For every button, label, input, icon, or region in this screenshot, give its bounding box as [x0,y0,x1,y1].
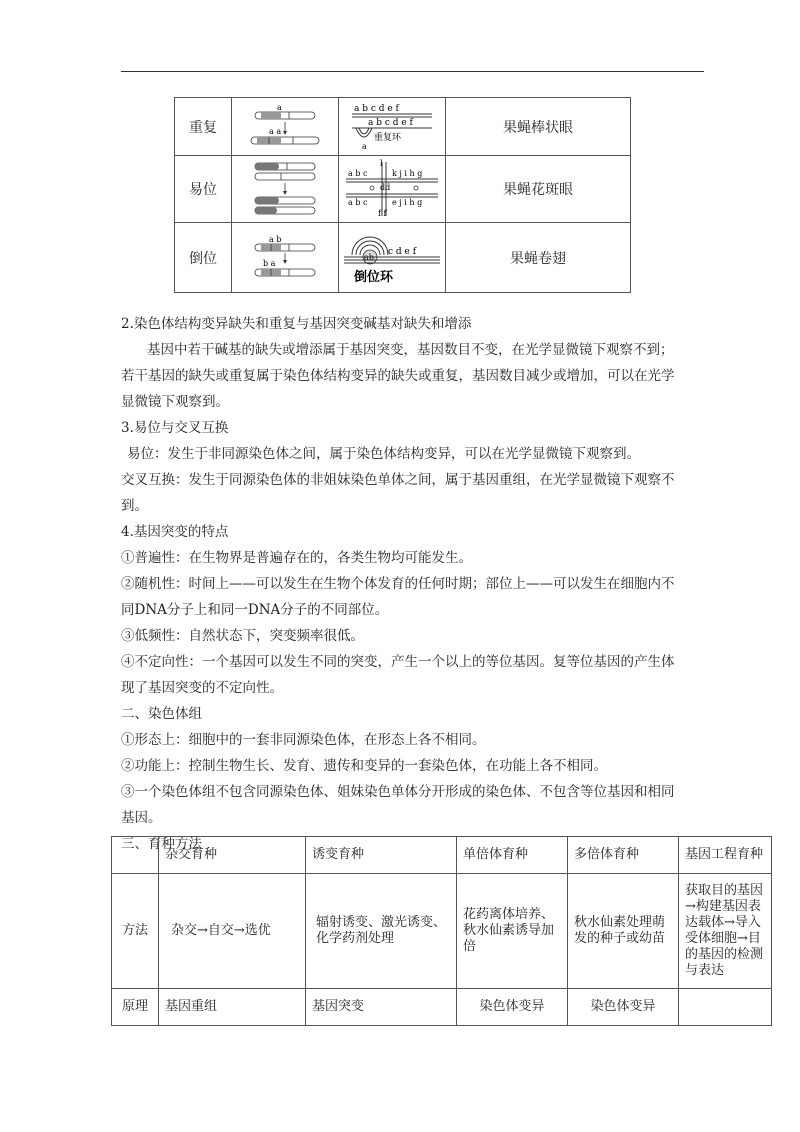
variation-example: 果蝇棒状眼 [446,98,631,156]
header-cell [112,837,159,874]
table-row [175,223,631,293]
figure-label: a a [269,126,282,136]
duplication-chromosome-figure [232,98,339,156]
paragraph: 若干基因的缺失或重复属于染色体结构变异的缺失或重复，基因数目减少或增加，可以在光学 [121,368,675,384]
table-cell: 花药离体培养、秋水仙素诱导加倍 [457,874,568,989]
figure-label: 重复环 [374,132,402,143]
row-label: 方法 [112,874,159,989]
figure-label: dd [380,183,391,192]
row-label: 原理 [112,989,159,1026]
paragraph: 显微镜下观察到。 [121,394,229,410]
figure-label: 倒位环 [354,269,394,285]
variation-name: 倒位 [175,223,232,293]
paragraph: 基因中若干碱基的缺失或增添属于基因突变，基因数目不变，在光学显微镜下观察不到； [147,342,674,358]
inversion-loop-figure [339,223,446,293]
figure-label: a [362,141,367,151]
variation-name: 重复 [175,98,232,156]
table-header-row [112,837,772,874]
chromosome-variation-table [174,97,631,293]
table-cell: 基因重组 [159,989,306,1026]
paragraph: 到。 [121,498,148,514]
figure-label: a b c d e f [354,103,399,114]
inversion-chromosome-figure [232,223,339,293]
figure-label: ab [364,252,374,262]
table-cell: 获取目的基因→构建基因表达载体→导入受体细胞→目的基因的检测与表达 [679,874,772,989]
paragraph: 易位：发生于非同源染色体之间，属于染色体结构变异，可以在光学显微镜下观察到。 [127,446,640,462]
section-heading: 3.易位与交叉互换 [121,420,229,436]
list-item: ②功能上：控制生物生长、发育、遗传和变异的一套染色体，在功能上各不相同。 [121,758,607,774]
variation-name: 易位 [175,156,232,223]
section-heading: 2.染色体结构变异缺失和重复与基因突变碱基对缺失和增添 [121,316,472,332]
translocation-cross-figure [339,156,446,223]
body-text [121,311,711,857]
table-cell: 杂交→自交→选优 [159,874,306,989]
list-item: ①普遍性：在生物界是普遍存在的，各类生物均可能发生。 [121,550,472,566]
list-item: ①形态上：细胞中的一套非同源染色体，在形态上各不相同。 [121,732,486,748]
duplication-loop-figure [339,98,446,156]
header-cell: 多倍体育种 [568,837,679,874]
table-row [175,98,631,156]
list-item: 基因。 [121,810,162,826]
header-cell: 杂交育种 [159,837,306,874]
list-item: ③低频性：自然状态下，突变频率很低。 [121,628,364,644]
header-cell: 诱变育种 [306,837,457,874]
variation-example: 果蝇花斑眼 [446,156,631,223]
figure-label: e j i h g [392,198,423,207]
list-item: ③一个染色体组不包含同源染色体、姐妹染色单体分开形成的染色体、不包含等位基因和相同 [121,784,675,800]
table-cell: 基因突变 [306,989,457,1026]
header-rule [121,71,704,72]
table-cell [679,989,772,1026]
figure-label: b a [263,258,276,268]
figure-label: a b c [348,198,368,207]
section-heading: 二、染色体组 [121,706,202,722]
figure-label: c d e f [388,246,417,257]
section-heading: 三、育种方法 [121,836,202,852]
list-item: ②随机性：时间上——可以发生在生物个体发育的任何时期；部位上——可以发生在细胞内不 [121,576,675,592]
figure-label: a b c [348,169,368,178]
list-item: 现了基因突变的不定向性。 [121,680,283,696]
figure-label: a [277,102,282,112]
table-cell: 秋水仙素处理萌发的种子或幼苗 [568,874,679,989]
figure-label: k j i h g [392,169,423,178]
breeding-methods-table [111,836,772,1026]
list-item: ④不定向性：一个基因可以发生不同的突变，产生一个以上的等位基因。复等位基因的产生体 [121,654,675,670]
table-cell: 染色体变异 [568,989,679,1026]
header-cell: 基因工程育种 [679,837,772,874]
table-cell: 染色体变异 [457,989,568,1026]
paragraph: 交叉互换：发生于同源染色体的非姐妹染色单体之间，属于基因重组，在光学显微镜下观察不 [121,472,675,488]
table-row [175,156,631,223]
table-row [112,874,772,989]
list-item: 同DNA分子上和同一DNA分子的不同部位。 [121,602,389,618]
header-cell: 单倍体育种 [457,837,568,874]
variation-example: 果蝇卷翅 [446,223,631,293]
figure-label: f f [378,209,387,218]
section-heading: 4.基因突变的特点 [121,524,229,540]
figure-label: l [380,159,383,168]
table-row [112,989,772,1026]
translocation-chromosome-figure [232,156,339,223]
table-cell: 辐射诱变、激光诱变、化学药剂处理 [306,874,457,989]
figure-label: a b c d e f [368,117,413,128]
figure-label: a b [269,234,282,244]
